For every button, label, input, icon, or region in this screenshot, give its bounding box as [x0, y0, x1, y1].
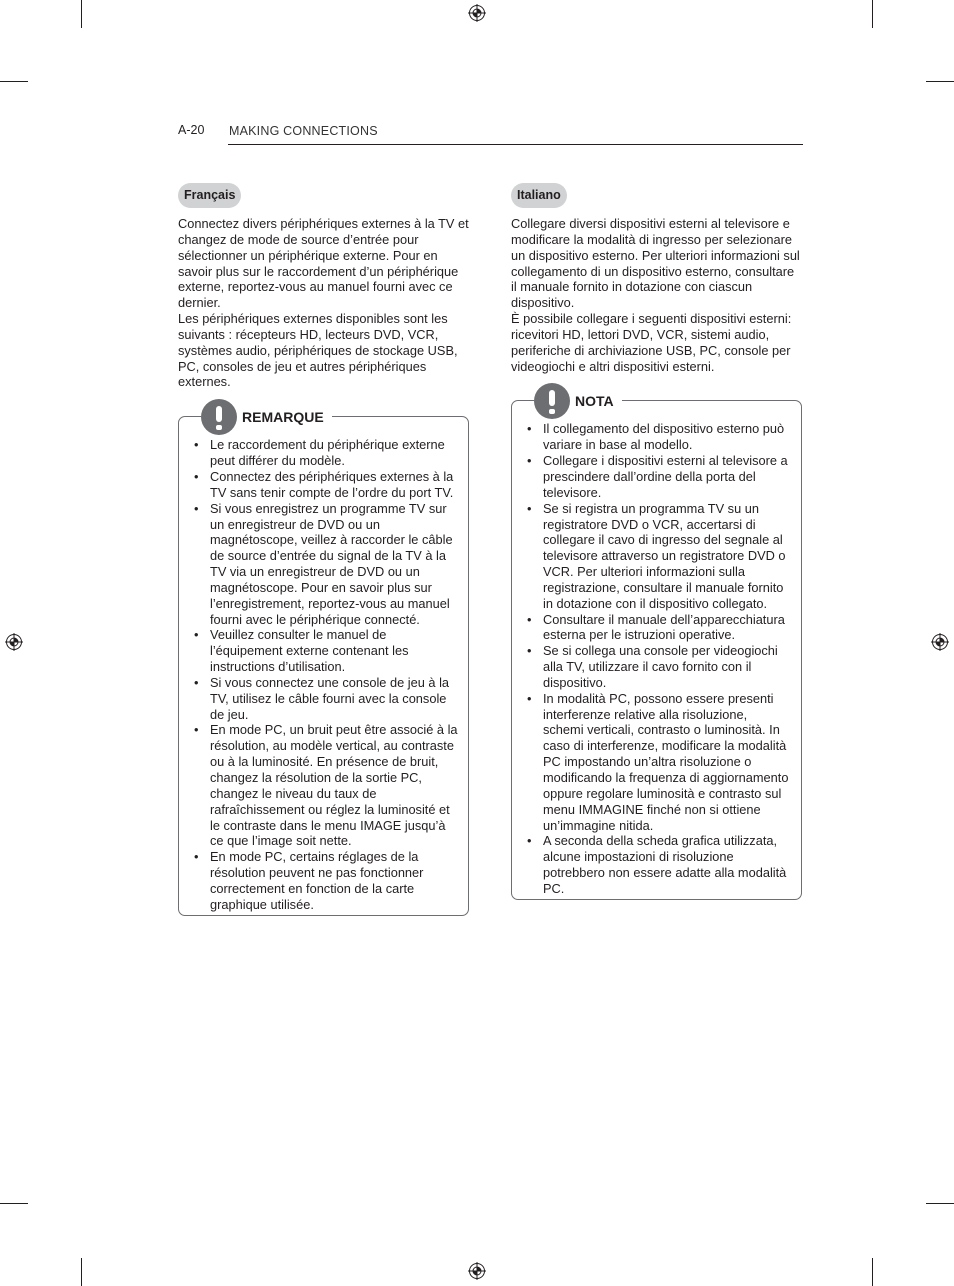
list-item: • Il collegamento del dispositivo esterno può variare in base al modello.: [543, 421, 791, 453]
list-item: • Le raccordement du périphérique externe peut différer du modèle.: [210, 437, 458, 469]
crop-mark: [926, 1203, 954, 1204]
list-item: • Veuillez consulter le manuel de l’équipement externe contenant les instructions d’utilisation.: [210, 627, 458, 675]
exclamation-icon: [201, 399, 237, 435]
note-title: REMARQUE: [242, 409, 324, 426]
registration-mark-icon: [468, 1262, 486, 1280]
note-header: [201, 399, 332, 435]
crop-mark: [81, 1258, 82, 1286]
registration-mark-icon: [468, 4, 486, 22]
remarque-box: [178, 409, 469, 915]
section-title: MAKING CONNECTIONS: [229, 124, 378, 138]
paragraph: Collegare diversi dispositivi esterni al televisore e modificare la modalità di ingresso per selezionare un dispositivo esterno. Per ulteriori informazioni sul collegamento di un dispositivo esterno, consultare il manuale fornito in dotazione con ciascun dispositivo.: [511, 216, 800, 311]
paragraph: Connectez divers périphériques externes à la TV et changez de mode de source d’entrée pour sélectionner un périphérique externe. Pour en savoir plus sur le raccordement d’un périphérique externe, reportez-vous au manuel fourni avec ce dernier.: [178, 216, 469, 311]
nota-box: [511, 393, 802, 899]
paragraph: Les périphériques externes disponibles sont les suivants : récepteurs HD, lecteurs DVD, VCR, systèmes audio, périphériques de stockage USB, PC, consoles de jeu et autres périphériques externes.: [178, 311, 458, 390]
list-item: • Se si collega una console per videogiochi alla TV, utilizzare il cavo fornito con il dispositivo.: [543, 643, 791, 691]
language-label-francais: Français: [178, 183, 241, 208]
list-item: • A seconda della scheda grafica utilizzata, alcune impostazioni di risoluzione potrebbero non essere adatte alla modalità PC.: [543, 833, 791, 896]
registration-mark-icon: [5, 633, 23, 651]
column-italiano: [511, 183, 803, 900]
language-label-italiano: Italiano: [511, 183, 567, 208]
header-divider: [228, 144, 803, 145]
column-francais: [178, 183, 470, 916]
crop-mark: [926, 81, 954, 82]
list-item: • Se si registra un programma TV su un registratore DVD o VCR, accertarsi di collegare il cavo di ingresso del segnale al televisore attraverso un registratore DVD o VCR. Per ulteriori informazioni sulla registrazione, consultare il manuale fornito in dotazione con il dispositivo collegato.: [543, 501, 791, 612]
note-header: [534, 383, 622, 419]
intro-text-francais: [178, 216, 470, 390]
list-item: • En mode PC, certains réglages de la résolution peuvent ne pas fonctionner correctement en fonction de la carte graphique utilisée.: [210, 849, 458, 912]
paragraph: È possibile collegare i seguenti dispositivi esterni: ricevitori HD, lettori DVD, VCR, sistemi audio, periferiche di archiviazione USB, PC, console per videogiochi e altri dispositivi esterni.: [511, 311, 792, 374]
crop-mark: [81, 0, 82, 28]
list-item: • Connectez des périphériques externes à la TV sans tenir compte de l’ordre du port TV.: [210, 469, 458, 501]
list-item: • Collegare i dispositivi esterni al televisore a prescindere dall’ordine della porta del televisore.: [543, 453, 791, 501]
crop-mark: [872, 0, 873, 28]
list-item: • Si vous connectez une console de jeu à la TV, utilisez le câble fourni avec la console de jeu.: [210, 675, 458, 723]
list-item: • Consultare il manuale dell’apparecchiatura esterna per le istruzioni operative.: [543, 612, 791, 644]
list-item: • Si vous enregistrez un programme TV sur un enregistreur de DVD ou un magnétoscope, veillez à raccorder le câble de source d’entrée du signal de la TV à la TV via un enregistreur de DVD ou un magnétoscope. Pour en savoir plus sur l’enregistrement, reportez-vous au manuel fourni avec le périphérique connecté.: [210, 501, 458, 628]
list-item: • En mode PC, un bruit peut être associé à la résolution, au modèle vertical, au contraste ou à la luminosité. En présence de bruit, changez la résolution de la sortie PC, changez le niveau du taux de rafraîchissement ou réglez la luminosité et le contraste dans le menu IMAGE jusqu’à ce que l’image soit nette.: [210, 722, 458, 849]
exclamation-icon: [534, 383, 570, 419]
note-list: [512, 401, 801, 898]
note-list: [179, 417, 468, 914]
crop-mark: [872, 1258, 873, 1286]
crop-mark: [0, 1203, 28, 1204]
page-number: A-20: [178, 123, 205, 137]
crop-mark: [0, 81, 28, 82]
note-title: NOTA: [575, 393, 614, 410]
list-item: • In modalità PC, possono essere presenti interferenze relative alla risoluzione, schemi verticali, contrasto o luminosità. In caso di interferenze, modificare la modalità PC impostando un’altra risoluzione o modificando la frequenza di aggiornamento oppure regolare luminosità e contrasto sul menu IMMAGINE finché non si ottiene un’immagine nitida.: [543, 691, 791, 834]
intro-text-italiano: [511, 216, 803, 374]
registration-mark-icon: [931, 633, 949, 651]
